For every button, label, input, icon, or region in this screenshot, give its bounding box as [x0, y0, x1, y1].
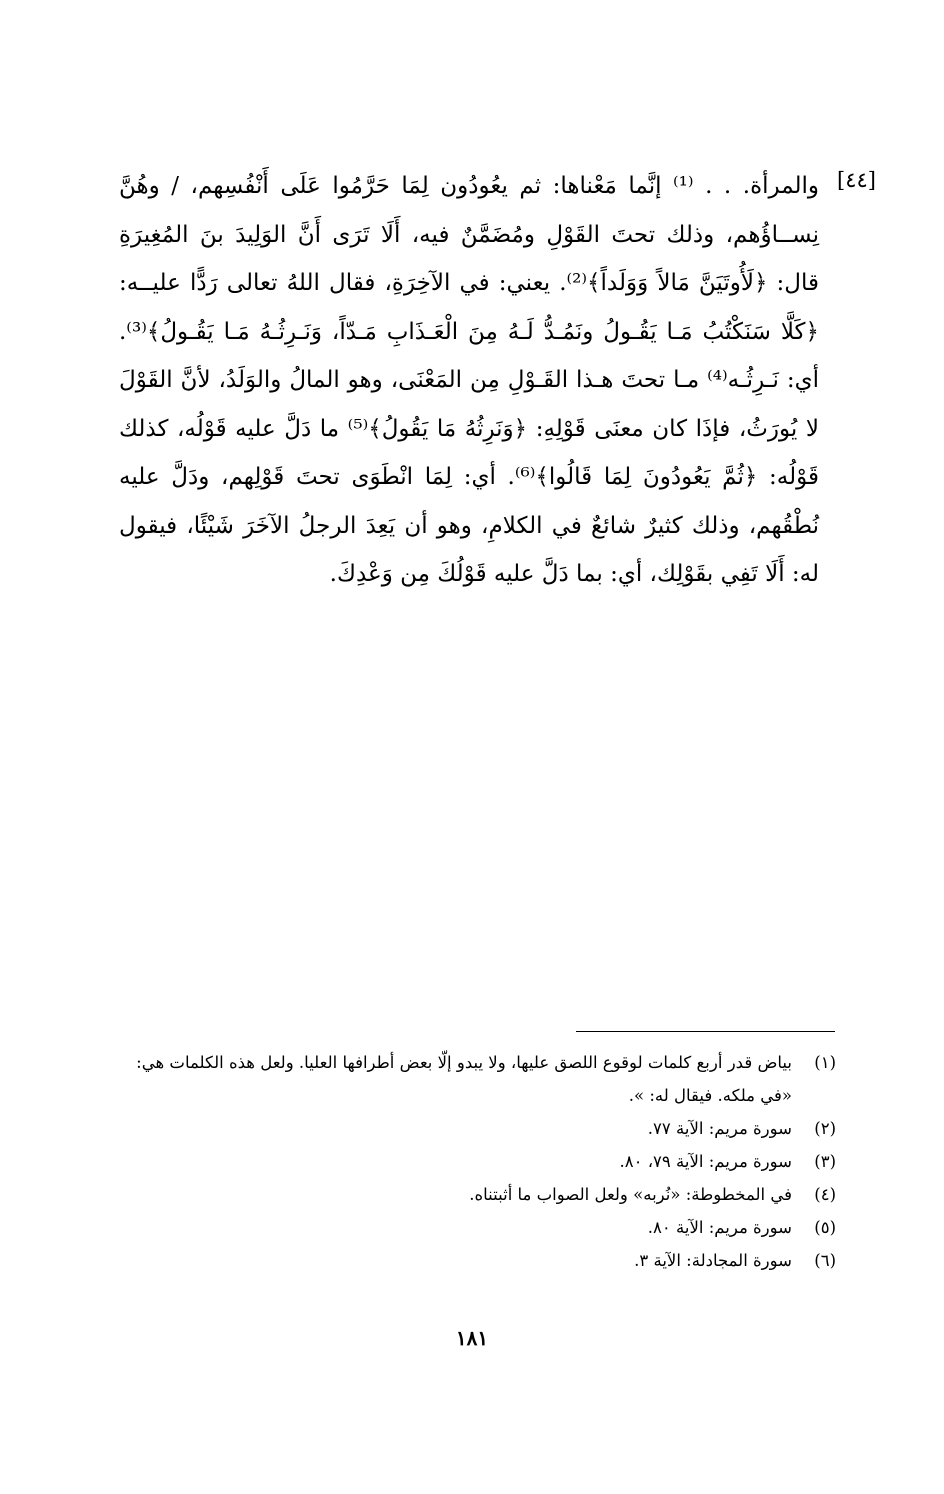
footnote-item — [106, 1244, 836, 1277]
footnote-item — [106, 1145, 836, 1178]
footnote-item — [106, 1211, 836, 1244]
main-text-block — [119, 162, 819, 599]
footnote-separator — [576, 1031, 835, 1032]
footnote-item — [106, 1046, 836, 1112]
footnote-text: في المخطوطة: «نُربه» ولعل الصواب ما أثبتناه. — [469, 1185, 792, 1204]
footnote-item — [106, 1178, 836, 1211]
main-paragraph: والمرأة. . . ⁽¹⁾ إنَّما مَعْناها: ثم يعُودُون لِمَا حَرَّمُوا عَلَى أَنْفُسِهم، / وهُنَّ نِســاؤُهم، وذلك تحتَ القَوْلِ ومُضَمَّنٌ فيه، أَلَا تَرَى أَنَّ الوَلِيدَ بنَ المُغِيرَةِ قال: ﴿لَأُوتَيَنَّ مَالاً وَوَلَداً﴾⁽²⁾. يعني: في الآخِرَةِ، فقال اللهُ تعالى رَدًّا عليــه: ﴿كَلَّا سَنَكْتُبُ مَـا يَقُـولُ ونَمُـدُّ لَـهُ مِنَ الْعَـذَابِ مَـدّاً، وَنَـرِثُـهُ مَـا يَقُـولُ﴾⁽³⁾. أي: نَـرِثُـه⁽⁴⁾ مـا تحتَ هـذا القَـوْلِ مِن المَعْنَى، وهو المالُ والوَلَدُ، لأنَّ القَوْلَ لا يُورَثُ، فإذَا كان معنَى قَوْلِهِ: ﴿وَنَرِثُهُ مَا يَقُولُ﴾⁽⁵⁾ ما دَلَّ عليه قَوْلُه، كذلك قَوْلُه: ﴿ثُمَّ يَعُودُونَ لِمَا قَالُوا﴾⁽⁶⁾. أي: لِمَا انْطَوَى تحتَ قَوْلِهم، ودَلَّ عليه نُطْقُهم، وذلك كثيرٌ شائعٌ في الكلامِ، وهو أن يَعِدَ الرجلُ الآخَرَ شَيْئًا، فيقول له: أَلَا تَفِي بقَوْلِك، أي: بما دَلَّ عليه قَوْلُكَ مِن وَعْدِكَ. — [119, 173, 819, 587]
footnote-text: سورة مريم: الآية ٧٧. — [647, 1119, 792, 1138]
footnote-number: (٦) — [814, 1251, 836, 1270]
footnote-text: سورة مريم: الآية ٧٩، ٨٠. — [619, 1152, 792, 1171]
footnote-number: (١) — [814, 1053, 836, 1072]
footnote-text: بياض قدر أربع كلمات لوقوع اللصق عليها، ولا يبدو إلّا بعض أطرافها العليا. ولعل هذه الكلمات هي: «في ملكه. فيقال له: ». — [136, 1053, 792, 1105]
footnotes-list — [106, 1046, 836, 1277]
footnote-number: (٤) — [814, 1185, 836, 1204]
page-number: ١٨١ — [455, 1326, 489, 1350]
footnote-text: سورة المجادلة: الآية ٣. — [634, 1251, 792, 1270]
footnote-number: (٢) — [814, 1119, 836, 1138]
footnote-number: (٣) — [814, 1152, 836, 1171]
footnote-item — [106, 1112, 836, 1145]
footnote-number: (٥) — [814, 1218, 836, 1237]
folio-marker: [٤٤] — [837, 168, 876, 192]
footnote-text: سورة مريم: الآية ٨٠. — [647, 1218, 792, 1237]
